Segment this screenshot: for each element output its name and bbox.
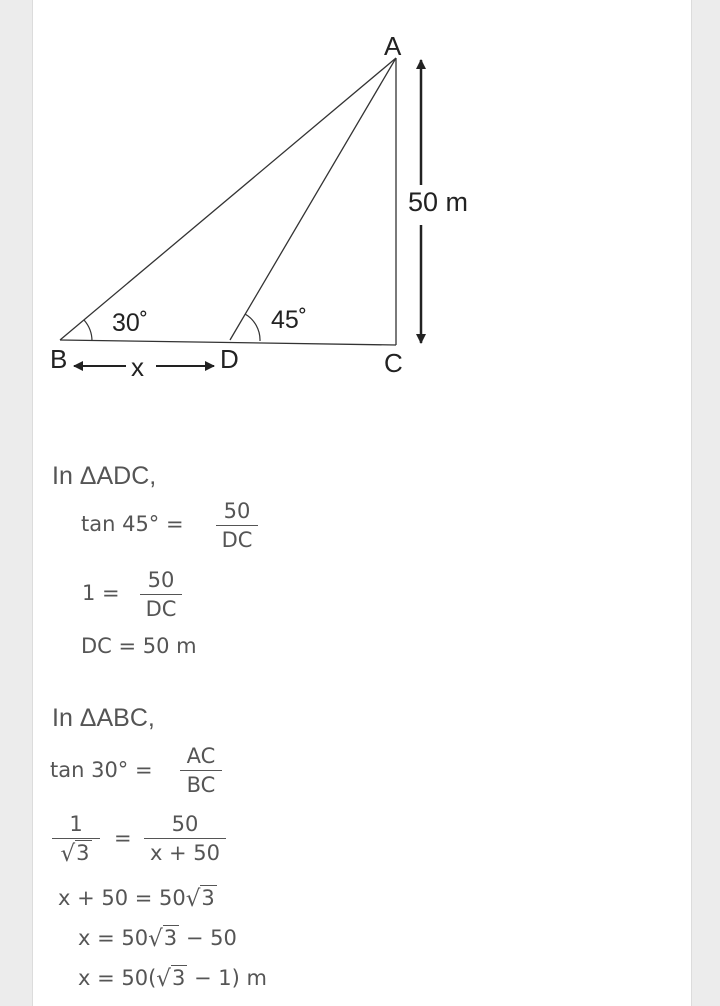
vertex-c-label: C bbox=[384, 348, 403, 378]
section-heading-adc: In ΔADC, bbox=[52, 462, 157, 490]
equation-text: x + 50 = 50 bbox=[58, 886, 186, 910]
sqrt-symbol: √3 bbox=[185, 886, 215, 912]
equation-1-lhs: 1 = bbox=[82, 581, 120, 605]
fraction-denominator: BC bbox=[186, 773, 216, 797]
base-label: x bbox=[131, 352, 144, 382]
equation-dc-result: DC = 50 m bbox=[81, 634, 197, 658]
radicand: 3 bbox=[163, 926, 178, 950]
vertex-b-label: B bbox=[50, 344, 68, 374]
fraction-numerator: AC bbox=[186, 744, 216, 768]
angle-d-label: 45˚ bbox=[271, 306, 308, 334]
radicand: 3 bbox=[171, 966, 186, 990]
equation-x-value bbox=[78, 926, 237, 952]
equation-text: − 50 bbox=[185, 926, 237, 950]
fraction-denominator: x + 50 bbox=[149, 841, 221, 865]
fraction-50-over-x-plus-50 bbox=[144, 810, 226, 867]
fraction-ac-over-bc bbox=[180, 742, 222, 799]
radicand: 3 bbox=[76, 841, 90, 865]
sqrt-symbol: √3 bbox=[148, 926, 178, 952]
equation-text: x = 50 bbox=[78, 926, 149, 950]
radicand: 3 bbox=[201, 886, 215, 910]
equation-text: − 1) m bbox=[194, 966, 267, 990]
side-ab bbox=[60, 58, 396, 340]
sqrt-symbol: √3 bbox=[156, 966, 186, 992]
equation-x-plus-50 bbox=[58, 886, 217, 912]
vertex-a-label: A bbox=[384, 31, 402, 61]
equation-tan45-lhs: tan 45° = bbox=[81, 512, 184, 536]
angle-b-label: 30˚ bbox=[112, 309, 149, 337]
angle-b-arc bbox=[84, 320, 92, 341]
equals-sign: = bbox=[114, 826, 132, 850]
fraction-50-over-dc bbox=[216, 497, 258, 554]
triangle-figure bbox=[0, 0, 720, 400]
height-label: 50 m bbox=[408, 187, 469, 217]
side-ad bbox=[230, 58, 396, 340]
fraction-denominator: DC bbox=[221, 528, 253, 552]
fraction-denominator: √3 bbox=[60, 841, 90, 867]
section-heading-abc: In ΔABC, bbox=[52, 704, 155, 732]
equation-text: x = 50( bbox=[78, 966, 157, 990]
fraction-numerator: 50 bbox=[223, 499, 251, 523]
equation-tan30-lhs: tan 30° = bbox=[50, 758, 153, 782]
fraction-denominator: DC bbox=[145, 597, 177, 621]
fraction-numerator: 50 bbox=[171, 812, 199, 836]
vertex-d-label: D bbox=[220, 344, 239, 374]
angle-d-arc bbox=[245, 314, 260, 341]
fraction-numerator: 50 bbox=[147, 568, 175, 592]
equation-x-final bbox=[78, 966, 267, 992]
fraction-50-over-dc-2 bbox=[140, 566, 182, 623]
fraction-numerator: 1 bbox=[69, 812, 83, 836]
fraction-1-over-root3 bbox=[52, 810, 100, 868]
